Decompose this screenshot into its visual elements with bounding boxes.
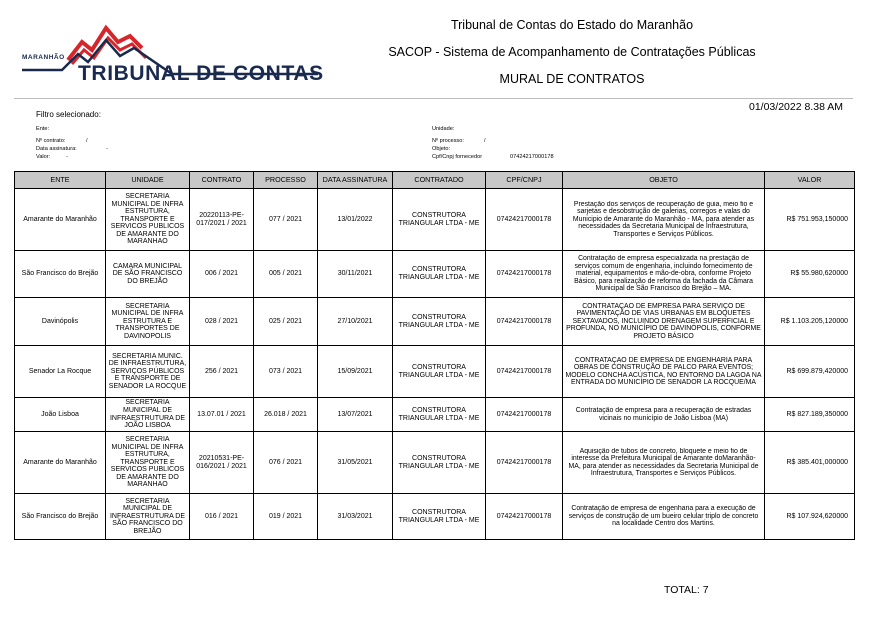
filter-processo-label: Nº processo:: [432, 138, 464, 144]
filter-unidade-label: Unidade:: [432, 126, 455, 132]
filter-valor-value: -: [66, 154, 68, 160]
header-cpf-cnpj: CPF/CNPJ: [486, 172, 563, 189]
cell-objeto: [563, 189, 765, 251]
cell-objeto-text: Contratação de empresa de engenharia para a execução de serviços de construção de um bueiro celular triplo de concreto na localidade Centro dos Martins.: [568, 505, 759, 528]
cell-objeto-text: CONTRATAÇÃO DE EMPRESA DE ENGENHARIA PARA OBRAS DE CONSTRUÇÃO DE PALCO PARA EVENTOS; MODELO CONCHA ACÚSTICA, NO ENTORNO DA LAGOA NA ENTRADA DO MUNICÍPIO DE SENADOR LA ROCQUE/MA: [565, 356, 762, 386]
cell-contrato: 256 / 2021: [190, 346, 254, 398]
cell-unidade: [106, 251, 190, 298]
cell-unidade-text: SECRETARIA MUNIC. DE INFRAESTRUTURA, SERVIÇOS PÚBLICOS E TRANSPORTE DE SENADOR LA ROCQUE: [108, 352, 187, 390]
cell-processo: 005 / 2021: [254, 251, 318, 298]
table-header-row: [15, 172, 855, 189]
cell-contratado: CONSTRUTORA TRIANGULAR LTDA - ME: [393, 346, 486, 398]
cell-cpf: 07424217000178: [486, 251, 563, 298]
cell-unidade: [106, 398, 190, 432]
table-row: [15, 398, 855, 432]
cell-valor: R$ 827.189,350000: [765, 398, 855, 432]
cell-cpf: 07424217000178: [486, 398, 563, 432]
cell-processo: 077 / 2021: [254, 189, 318, 251]
cell-unidade: [106, 189, 190, 251]
cell-objeto-text: Contratação de empresa especializada na prestação de serviços comum de engenharia, incluindo fornecimento de material, equipamentos e mão-de-obra, conforme Projeto Básico, para realização de reforma da fachada da Câmara Municipal de São Francisco do Brejão – MA.: [574, 255, 753, 293]
cell-valor: R$ 1.103.205,120000: [765, 298, 855, 346]
filter-data-label: Data assinatura:: [36, 146, 77, 152]
report-datetime: 01/03/2022 8.38 AM: [749, 101, 843, 113]
contracts-table: [14, 171, 855, 540]
cell-ente: São Francisco do Brejão: [15, 494, 106, 540]
cell-unidade-text: SECRETARIA MUNICIPAL DE INFRA ESTRUTURA, TRANSPORTE E SERVICOS PUBLICOS DE AMARANTE DO MARANHAO: [110, 435, 185, 489]
cell-valor: R$ 55.980,620000: [765, 251, 855, 298]
cell-processo: 076 / 2021: [254, 432, 318, 494]
cell-unidade-text: SECRETARIA MUNICIPAL DE INFRAESTRUTURA DE JOÃO LISBOA: [109, 399, 186, 430]
filter-objeto: [432, 146, 450, 152]
cell-ente: Senador La Rocque: [15, 346, 106, 398]
cell-objeto-text: CONTRATAÇÃO DE EMPRESA PARA SERVIÇO DE PAVIMENTAÇÃO DE VIAS URBANAS EM BLOQUETES SEXTAVADOS, INCLUINDO DRENAGEM SUPERFICIAL E PROFUNDA, NO MUNICÍPIO DE DAVINÓPOLIS, CONFORME PROJETO BÁSICO: [566, 302, 761, 340]
filter-processo-value: /: [484, 138, 486, 144]
filter-contrato-value: /: [86, 138, 88, 144]
tribunal-logo: [22, 14, 322, 90]
table-row: [15, 494, 855, 540]
cell-objeto: [563, 494, 765, 540]
cell-contratado: CONSTRUTORA TRIANGULAR LTDA - ME: [393, 432, 486, 494]
table-row: [15, 346, 855, 398]
cell-objeto: [563, 398, 765, 432]
filter-data-value: -: [106, 146, 108, 152]
cell-ente: Amarante do Maranhão: [15, 189, 106, 251]
cell-unidade-text: SECRETARIA MUNICIPAL DE INFRA ESTRUTURA E TRANSPORTES DE DAVINOPOLIS: [111, 302, 184, 340]
filter-ente: [36, 126, 49, 132]
cell-processo: 019 / 2021: [254, 494, 318, 540]
cell-objeto-text: Prestação dos serviços de recuperação de guia, meio fio e sarjetas e desobstrução de galerias, corregos e valas do Municipio de Amarante do Maranhão - MA, para atender as necessidades da Secretaria Municipal de Infraestrutura, Transportes e Serviços Públicos.: [572, 200, 755, 238]
cell-cpf: 07424217000178: [486, 298, 563, 346]
cell-unidade: [106, 494, 190, 540]
cell-unidade-text: SECRETARIA MUNICIPAL DE INFRA ESTRUTURA, TRANSPORTE E SERVICOS PUBLICOS DE AMARANTE DO MARANHAO: [110, 192, 185, 246]
header-objeto: OBJETO: [563, 172, 765, 189]
cell-data: 13/01/2022: [318, 189, 393, 251]
cell-objeto-text: Contratação de empresa para a recuperação de estradas vicinais no município de João Lisboa (MA): [575, 407, 752, 422]
cell-data: 15/09/2021: [318, 346, 393, 398]
cell-data: 30/11/2021: [318, 251, 393, 298]
cell-unidade-text: SECRETARIA MUNICIPAL DE INFRAESTRUTURA DE SÃO FRANCISCO DO BREJÃO: [109, 497, 186, 535]
filter-contrato-label: Nº contrato:: [36, 138, 66, 144]
cell-contrato: 006 / 2021: [190, 251, 254, 298]
cell-ente: Amarante do Maranhão: [15, 432, 106, 494]
cell-contrato: 028 / 2021: [190, 298, 254, 346]
cell-valor: R$ 751.953,150000: [765, 189, 855, 251]
page-title: MURAL DE CONTRATOS: [499, 72, 645, 86]
table-row: [15, 432, 855, 494]
cell-processo: 073 / 2021: [254, 346, 318, 398]
filter-cpf-label: Cpf/Cnpj fornecedor: [432, 154, 483, 160]
filter-data: [36, 146, 108, 152]
header-contrato: CONTRATO: [190, 172, 254, 189]
cell-contratado: CONSTRUTORA TRIANGULAR LTDA - ME: [393, 189, 486, 251]
cell-objeto-text: Aquisição de tubos de concreto, bloquete e meio fio de interesse da Prefeitura Municipal de Amarante doMaranhão- MA, para atender as necessidades da Secretaria Municipal de Infraestrutura, Transportes e Serviços Públicos.: [568, 447, 759, 477]
court-name: Tribunal de Contas do Estado do Maranhão: [450, 18, 694, 32]
cell-cpf: 07424217000178: [486, 189, 563, 251]
filter-cpf-value: 07424217000178: [510, 154, 554, 160]
cell-unidade: [106, 432, 190, 494]
cell-objeto: [563, 346, 765, 398]
header-ente: ENTE: [15, 172, 106, 189]
cell-unidade: [106, 298, 190, 346]
filter-cpf: [432, 154, 554, 160]
cell-unidade: [106, 346, 190, 398]
cell-contratado: CONSTRUTORA TRIANGULAR LTDA - ME: [393, 494, 486, 540]
cell-valor: R$ 107.924,620000: [765, 494, 855, 540]
cell-data: 31/03/2021: [318, 494, 393, 540]
filter-processo: [432, 138, 486, 144]
cell-valor: R$ 699.879,420000: [765, 346, 855, 398]
cell-contrato: 20220113-PE-017/2021 / 2021: [190, 189, 254, 251]
total-count: TOTAL: 7: [664, 584, 709, 596]
cell-contratado: CONSTRUTORA TRIANGULAR LTDA - ME: [393, 298, 486, 346]
cell-contratado: CONSTRUTORA TRIANGULAR LTDA - ME: [393, 398, 486, 432]
cell-ente: João Lisboa: [15, 398, 106, 432]
cell-cpf: 07424217000178: [486, 494, 563, 540]
cell-contrato: 13.07.01 / 2021: [190, 398, 254, 432]
table-row: [15, 189, 855, 251]
cell-objeto: [563, 298, 765, 346]
filter-contrato: [36, 138, 88, 144]
filter-ente-label: Ente:: [36, 126, 50, 132]
header-data-assinatura: DATA ASSINATURA: [318, 172, 393, 189]
cell-cpf: 07424217000178: [486, 432, 563, 494]
filter-title: Filtro selecionado:: [36, 110, 101, 119]
logo-title: TRIBUNAL DE CONTAS: [78, 62, 324, 85]
cell-contrato: 20210531-PE-016/2021 / 2021: [190, 432, 254, 494]
header-contratado: CONTRATADO: [393, 172, 486, 189]
cell-objeto: [563, 251, 765, 298]
cell-data: 13/07/2021: [318, 398, 393, 432]
cell-unidade-text: CÂMARA MUNICIPAL DE SÃO FRANCISCO DO BREJÃO: [112, 262, 183, 285]
filter-unidade: [432, 126, 454, 132]
cell-valor: R$ 385.401,000000: [765, 432, 855, 494]
logo-state-word: MARANHÃO: [22, 54, 65, 61]
header-divider: [14, 98, 853, 99]
system-name: SACOP - Sistema de Acompanhamento de Contratações Públicas: [388, 45, 756, 59]
cell-cpf: 07424217000178: [486, 346, 563, 398]
table-row: [15, 251, 855, 298]
header-valor: VALOR: [765, 172, 855, 189]
cell-contrato: 016 / 2021: [190, 494, 254, 540]
header-unidade: UNIDADE: [106, 172, 190, 189]
filter-objeto-label: Objeto:: [432, 146, 451, 152]
cell-data: 31/05/2021: [318, 432, 393, 494]
header-processo: PROCESSO: [254, 172, 318, 189]
cell-processo: 26.018 / 2021: [254, 398, 318, 432]
filter-valor: [36, 154, 68, 160]
cell-processo: 025 / 2021: [254, 298, 318, 346]
cell-data: 27/10/2021: [318, 298, 393, 346]
filter-valor-label: Valor:: [36, 154, 51, 160]
table-row: [15, 298, 855, 346]
cell-ente: São Francisco do Brejão: [15, 251, 106, 298]
cell-objeto: [563, 432, 765, 494]
cell-ente: Davinópolis: [15, 298, 106, 346]
cell-contratado: CONSTRUTORA TRIANGULAR LTDA - ME: [393, 251, 486, 298]
